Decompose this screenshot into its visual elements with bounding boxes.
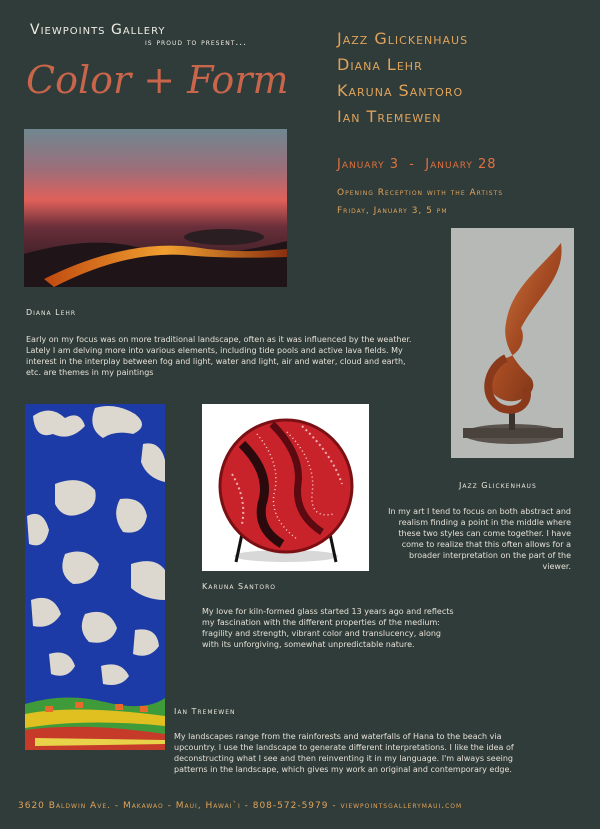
footer-contact: 3620 Baldwin Ave. - Makawao - Maui, Hawai`i - 808-572-5979 - viewpointsgallerymaui.com bbox=[18, 801, 463, 811]
tagline: is proud to present... bbox=[145, 38, 247, 48]
gallery-name: Viewpoints Gallery bbox=[30, 22, 166, 38]
jazz-glickenhaus-statement: In my art I tend to focus on both abstract and realism finding a point in the middle where these two styles can come together. I have come to realize that this often allows for a broader interpretation on the part of the viewer. bbox=[388, 507, 571, 571]
jazz-glickenhaus-sculpture bbox=[451, 228, 574, 458]
artist-name: Karuna Santoro bbox=[337, 81, 464, 100]
karuna-santoro-glass-plate bbox=[202, 404, 369, 571]
reception-line: Opening Reception with the Artists bbox=[337, 188, 504, 198]
diana-lehr-painting bbox=[24, 129, 287, 287]
artist-name: Diana Lehr bbox=[337, 55, 423, 74]
ian-tremewen-statement: My landscapes range from the rainforests and waterfalls of Hana to the beach via upcountry. I use the landscape to generate different interpretations. I like the idea of deconstructing what I see and then reinventing it in my language. I'm always seeing patterns in the landscape, which gives my work an original and contemporary edge. bbox=[174, 732, 514, 774]
caption-diana-lehr: Diana Lehr bbox=[26, 308, 77, 317]
reception-info bbox=[337, 184, 503, 220]
artist-name: Jazz Glickenhaus bbox=[337, 29, 469, 48]
ian-tremewen-painting bbox=[25, 404, 165, 750]
reception-line: Friday, January 3, 5 pm bbox=[337, 206, 448, 216]
caption-karuna-santoro: Karuna Santoro bbox=[202, 582, 276, 591]
caption-ian-tremewen: Ian Tremewen bbox=[174, 707, 236, 716]
artist-list bbox=[337, 30, 468, 134]
show-title: Color + Form bbox=[26, 58, 289, 102]
event-dates: January 3 - January 28 bbox=[337, 157, 497, 172]
karuna-santoro-statement: My love for kiln-formed glass started 13 years ago and reflects my fascination with the different properties of the medium: fragility and strength, vibrant color and translucency, along with its unforgiving, somewhat unpredictable nature. bbox=[202, 607, 454, 649]
artist-name: Ian Tremewen bbox=[337, 107, 442, 126]
caption-jazz-glickenhaus: Jazz Glickenhaus bbox=[459, 481, 537, 490]
diana-lehr-statement: Early on my focus was on more traditional landscape, often as it was influenced by the weather. Lately I am delving more into various elements, including tide pools and active lava fields. My interest in the interplay between fog and light, water and light, air and water, cloud and earth, etc. are themes in my paintings bbox=[26, 335, 412, 377]
